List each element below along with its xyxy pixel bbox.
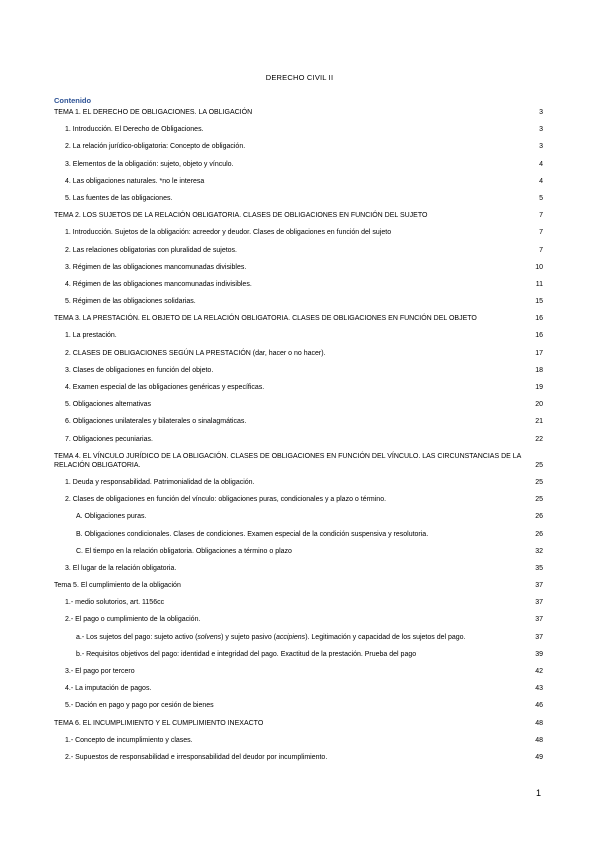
toc-entry-label: 7. Obligaciones pecuniarias. bbox=[65, 435, 153, 443]
toc-entry[interactable] bbox=[65, 366, 543, 375]
toc-entry[interactable] bbox=[65, 160, 543, 169]
toc-entry-page: 5 bbox=[539, 194, 543, 202]
page-number: 1 bbox=[536, 788, 542, 798]
toc-entry[interactable] bbox=[65, 417, 543, 426]
toc-entry-label: TEMA 4. EL VÍNCULO JURÍDICO DE LA OBLIGACIÓN. CLASES DE OBLIGACIONES EN FUNCIÓN DEL VÍNCULO. LAS CIRCUNSTANCIAS DE LA RELACIÓN OBLIGATORIA. bbox=[54, 452, 521, 469]
toc-entry-page: 4 bbox=[539, 160, 543, 168]
toc-entry-page: 26 bbox=[535, 513, 543, 521]
toc-entry[interactable] bbox=[65, 297, 543, 306]
toc-entry-label: 1. Introducción. El Derecho de Obligaciones. bbox=[65, 126, 204, 134]
toc-entry[interactable] bbox=[76, 530, 543, 539]
toc-entry-label: TEMA 2. LOS SUJETOS DE LA RELACIÓN OBLIGATORIA. CLASES DE OBLIGACIONES EN FUNCIÓN DEL SUJETO bbox=[54, 212, 428, 220]
toc-entry-page: 7 bbox=[539, 229, 543, 237]
toc-entry-page: 10 bbox=[535, 263, 543, 271]
toc-entry[interactable] bbox=[65, 736, 543, 745]
toc-entry[interactable] bbox=[54, 581, 543, 590]
toc-entry-page: 37 bbox=[535, 599, 543, 607]
toc-entry-page: 16 bbox=[535, 315, 543, 323]
toc-entry-label: 5. Las fuentes de las obligaciones. bbox=[65, 194, 173, 202]
toc-entry[interactable] bbox=[65, 598, 543, 607]
toc-entry-page: 43 bbox=[535, 685, 543, 693]
toc-entry-page: 37 bbox=[535, 633, 543, 641]
toc-entry-page: 17 bbox=[535, 349, 543, 357]
toc-entry[interactable] bbox=[54, 719, 543, 728]
toc-entry-label: 4.- La imputación de pagos. bbox=[65, 685, 152, 693]
toc-entry-label: 3.- El pago por tercero bbox=[65, 668, 135, 675]
toc-entry-page: 3 bbox=[539, 109, 543, 116]
toc-entry-label: 6. Obligaciones unilaterales y bilaterales o sinalagmáticas. bbox=[65, 418, 247, 426]
toc-entry-label: 1. Deuda y responsabilidad. Patrimonialidad de la obligación. bbox=[65, 478, 255, 486]
toc-entry[interactable] bbox=[65, 400, 543, 409]
toc-entry[interactable] bbox=[65, 701, 543, 710]
toc-entry[interactable] bbox=[65, 263, 543, 272]
table-of-contents bbox=[0, 108, 599, 770]
toc-entry-label: 4. Las obligaciones naturales. *no le interesa bbox=[65, 177, 205, 185]
toc-entry-label: A. Obligaciones puras. bbox=[76, 513, 147, 521]
toc-entry[interactable] bbox=[54, 108, 543, 117]
toc-entry[interactable] bbox=[65, 177, 543, 186]
toc-entry-page: 3 bbox=[539, 143, 543, 151]
toc-entry[interactable] bbox=[76, 633, 543, 642]
toc-entry[interactable] bbox=[54, 211, 543, 220]
toc-entry-label: 5. Obligaciones alternativas bbox=[65, 401, 151, 409]
toc-entry-page: 32 bbox=[535, 547, 543, 555]
toc-entry-label: TEMA 3. LA PRESTACIÓN. EL OBJETO DE LA RELACIÓN OBLIGATORIA. CLASES DE OBLIGACIONES EN FUNCIÓN DEL OBJETO bbox=[54, 315, 477, 323]
toc-entry[interactable] bbox=[65, 142, 543, 151]
toc-entry-page: 48 bbox=[535, 719, 543, 727]
toc-entry-page: 42 bbox=[535, 668, 543, 675]
toc-entry[interactable] bbox=[65, 228, 543, 237]
toc-entry-label: 3. Elementos de la obligación: sujeto, objeto y vínculo. bbox=[65, 160, 234, 168]
toc-entry-label: 3. Régimen de las obligaciones mancomunadas divisibles. bbox=[65, 263, 247, 271]
toc-entry-label: 1.- medio solutorios, art. 1156cc bbox=[65, 599, 165, 607]
toc-entry[interactable] bbox=[65, 383, 543, 392]
toc-entry-page: 19 bbox=[535, 384, 543, 391]
toc-entry-label: TEMA 6. EL INCUMPLIMIENTO Y EL CUMPLIMIENTO INEXACTO bbox=[54, 719, 264, 727]
toc-entry-page: 48 bbox=[535, 736, 543, 744]
toc-entry-page: 7 bbox=[539, 212, 543, 220]
toc-entry[interactable] bbox=[65, 280, 543, 289]
toc-entry[interactable] bbox=[65, 349, 543, 358]
toc-entry-label: 5. Régimen de las obligaciones solidarias. bbox=[65, 298, 196, 306]
toc-entry-label: 3. Clases de obligaciones en función del objeto. bbox=[65, 366, 214, 374]
toc-entry[interactable] bbox=[65, 331, 543, 340]
toc-entry-page: 25 bbox=[535, 496, 543, 504]
toc-entry-page: 37 bbox=[535, 616, 543, 624]
toc-entry[interactable] bbox=[65, 684, 543, 693]
toc-entry[interactable] bbox=[76, 650, 543, 659]
toc-entry-label: 4. Régimen de las obligaciones mancomunadas indivisibles. bbox=[65, 280, 252, 288]
toc-entry-page: 18 bbox=[535, 366, 543, 374]
toc-entry[interactable] bbox=[65, 564, 543, 573]
toc-entry-page: 20 bbox=[535, 401, 543, 409]
toc-entry-page: 37 bbox=[535, 582, 543, 590]
toc-entry-page: 7 bbox=[539, 246, 543, 254]
toc-entry-label: 2.- El pago o cumplimiento de la obligación. bbox=[65, 616, 201, 624]
toc-entry-page: 39 bbox=[535, 650, 543, 658]
toc-entry-page: 49 bbox=[535, 753, 543, 761]
toc-entry-label: 3. El lugar de la relación obligatoria. bbox=[65, 564, 177, 572]
toc-entry[interactable] bbox=[65, 615, 543, 624]
toc-entry-label: 4. Examen especial de las obligaciones genéricas y específicas. bbox=[65, 384, 265, 391]
toc-entry-label: 2. Las relaciones obligatorias con pluralidad de sujetos. bbox=[65, 246, 237, 254]
toc-entry-label: b.- Requisitos objetivos del pago: identidad e integridad del pago. Exactitud de la prestación. Prueba del pago bbox=[76, 650, 417, 658]
toc-entry-label: 2. La relación jurídico-obligatoria: Concepto de obligación. bbox=[65, 143, 246, 151]
toc-entry-label: 2.- Supuestos de responsabilidad e irresponsabilidad del deudor por incumplimiento. bbox=[65, 753, 328, 761]
toc-entry-label: 2. Clases de obligaciones en función del vínculo: obligaciones puras, condicionales y a plazo o término. bbox=[65, 496, 387, 504]
toc-entry[interactable] bbox=[65, 125, 543, 134]
toc-entry-page: 25 bbox=[535, 478, 543, 486]
toc-entry-page: 21 bbox=[535, 418, 543, 426]
toc-entry[interactable] bbox=[65, 667, 543, 676]
toc-entry-label: B. Obligaciones condicionales. Clases de condiciones. Examen especial de la condición suspensiva y resolutoria. bbox=[76, 530, 429, 538]
page-title: DERECHO CIVIL II bbox=[265, 73, 334, 82]
toc-entry-page: 25 bbox=[535, 461, 543, 469]
toc-entry-page: 4 bbox=[539, 177, 543, 185]
toc-entry[interactable] bbox=[54, 314, 543, 323]
toc-entry[interactable] bbox=[76, 547, 543, 556]
toc-entry-label: 5.- Dación en pago y pago por cesión de bienes bbox=[65, 702, 214, 710]
toc-entry-label: 2. CLASES DE OBLIGACIONES SEGÚN LA PRESTACIÓN (dar, hacer o no hacer). bbox=[65, 349, 326, 357]
toc-entry-page: 46 bbox=[535, 702, 543, 710]
toc-entry[interactable] bbox=[54, 452, 543, 470]
toc-entry[interactable] bbox=[65, 246, 543, 255]
toc-entry-label: a.- Los sujetos del pago: sujeto activo (solvens) y sujeto pasivo (accipiens). Legitimación y capacidad de los sujetos del pago. bbox=[76, 633, 466, 641]
toc-entry-label: 1. Introducción. Sujetos de la obligación: acreedor y deudor. Clases de obligaciones en función del sujeto bbox=[65, 229, 392, 237]
toc-entry-page: 11 bbox=[535, 280, 543, 288]
toc-entry-page: 35 bbox=[535, 564, 543, 572]
toc-entry[interactable] bbox=[65, 194, 543, 203]
toc-entry-page: 3 bbox=[539, 126, 543, 134]
toc-entry-label: 1.- Concepto de incumplimiento y clases. bbox=[65, 736, 193, 744]
toc-entry-page: 15 bbox=[535, 298, 543, 306]
toc-entry[interactable] bbox=[65, 495, 543, 504]
toc-entry-label: TEMA 1. EL DERECHO DE OBLIGACIONES. LA OBLIGACIÓN bbox=[54, 109, 253, 116]
toc-entry-page: 16 bbox=[535, 332, 543, 340]
toc-entry-label: C. El tiempo en la relación obligatoria. Obligaciones a término o plazo bbox=[76, 547, 292, 555]
toc-entry-page: 22 bbox=[535, 435, 543, 443]
toc-entry-label: 1. La prestación. bbox=[65, 332, 117, 340]
toc-entry-page: 26 bbox=[535, 530, 543, 538]
toc-entry[interactable] bbox=[65, 435, 543, 444]
toc-heading: Contenido bbox=[54, 96, 92, 105]
toc-entry-label: Tema 5. El cumplimiento de la obligación bbox=[54, 582, 181, 590]
toc-entry[interactable] bbox=[76, 512, 543, 521]
toc-entry[interactable] bbox=[65, 478, 543, 487]
toc-entry[interactable] bbox=[65, 753, 543, 762]
